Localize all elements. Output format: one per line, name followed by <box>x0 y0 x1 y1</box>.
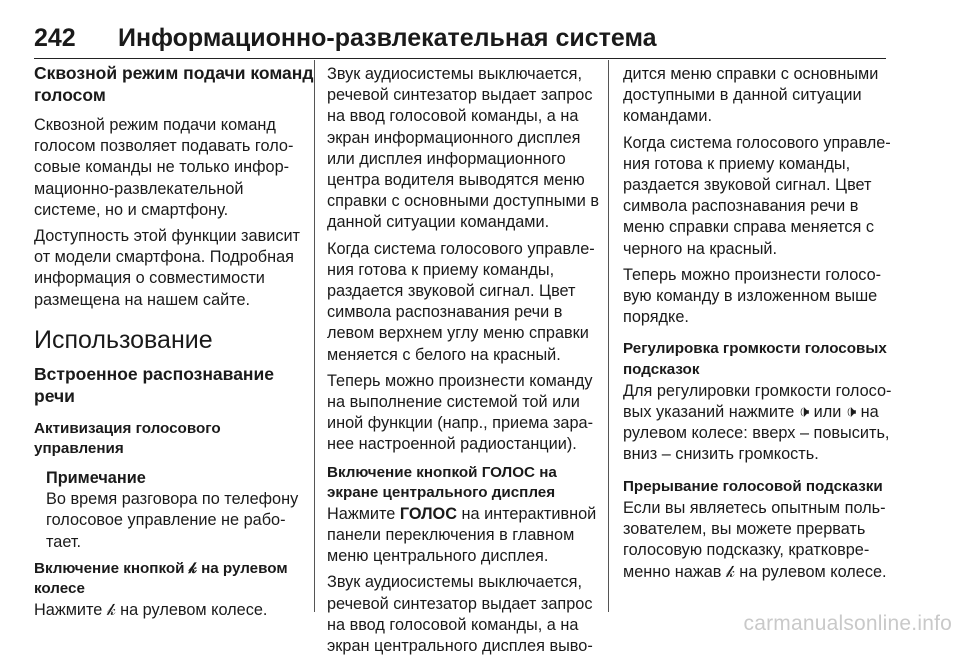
paragraph: Теперь можно произнести команду на выполнение системой той или иной функции (напр., приема зара- нее настроенной радиостанции). <box>327 371 594 454</box>
column-2 <box>327 60 602 657</box>
page-title: Информационно-развлекательная система <box>118 24 657 52</box>
volume-up-icon: 🕩 <box>798 402 810 421</box>
small-heading: Включение кнопкой ГОЛОС на экране центрального дисплея <box>327 463 557 502</box>
voice-button-icon: 𝓀 <box>106 601 116 620</box>
section-heading: Сквозной режим подачи команд голосом <box>34 63 314 105</box>
page-number: 242 <box>34 24 76 52</box>
paragraph: Нажмите ГОЛОС на интерактивной панели переключения в главном меню центрального дисплея. <box>327 504 597 566</box>
column-divider <box>608 60 609 612</box>
voice-button-icon: 𝓀 <box>725 562 735 581</box>
small-heading: Включение кнопкой 𝓀 на рулевом колесе <box>34 559 288 598</box>
paragraph: Доступность этой функции зависит от модели смартфона. Подробная информация о совместимости размещена на нашем сайте. <box>34 227 301 309</box>
paragraph: Сквозной режим подачи команд голосом позволяет подавать голо- совые команды не только инфор- мационно-развлекательной системе, но и смартфону. <box>34 116 294 219</box>
paragraph: дится меню справки с основными доступными в данной ситуации командами. <box>623 65 879 126</box>
chapter-heading: Использование <box>34 325 213 354</box>
paragraph: Когда система голосового управле- ния готова к приему команды, раздается звуковой сигнал. Цвет символа распознавания речи в левом верхнем углу меню справки меняется с белого на красный. <box>327 239 595 364</box>
paragraph: Для регулировки громкости голосо- вых указаний нажмите 🕩 или 🕩 на рулевом колесе: вверх – повысить, вниз – снизить громкость. <box>623 381 892 464</box>
volume-down-icon: 🕩 <box>845 402 857 421</box>
paragraph: Звук аудиосистемы выключается, речевой синтезатор выдает запрос на ввод голосовой команды, а на экран центрального дисплея выво- <box>327 573 593 656</box>
page-header <box>34 18 886 59</box>
paragraph: Теперь можно произнести голосо- вую команду в изложенном выше порядке. <box>623 265 882 327</box>
note-box: Примечание Во время разговора по телефону голосовое управление не рабо- тает. <box>34 468 302 553</box>
watermark: carmanualsonline.info <box>743 612 952 635</box>
paragraph: Нажмите 𝓀 на рулевом колесе. <box>34 600 302 621</box>
paragraph: Когда система голосового управле- ния готова к приему команды, раздается звуковой сигнал. Цвет символа распознавания речи в меню справки справа меняется с черного на красный. <box>623 133 891 258</box>
voice-button-icon: 𝓀 <box>188 559 197 577</box>
note-title: Примечание <box>46 469 146 488</box>
column-divider <box>314 60 315 612</box>
column-3 <box>623 60 892 583</box>
voice-button-label: ГОЛОС <box>399 504 457 523</box>
sub-heading: Встроенное распознавание речи <box>34 363 274 406</box>
small-heading: Активизация голосового управления <box>34 419 221 458</box>
paragraph: Звук аудиосистемы выключается, речевой синтезатор выдает запрос на ввод голосовой команды, а на экран информационного дисплея или дисплея информационного центра водителя выводятся меню справки с основными доступными в данной ситуации командами. <box>327 65 599 232</box>
column-1 <box>34 60 314 621</box>
paragraph: Если вы являетесь опытным поль- зователем, вы можете прервать голосовую подсказку, кратковре- менно нажав 𝓀 на рулевом колесе. <box>623 498 888 583</box>
small-heading: Регулировка громкости голосовых подсказок <box>623 340 887 379</box>
small-heading: Прерывание голосовой подсказки <box>623 478 883 496</box>
